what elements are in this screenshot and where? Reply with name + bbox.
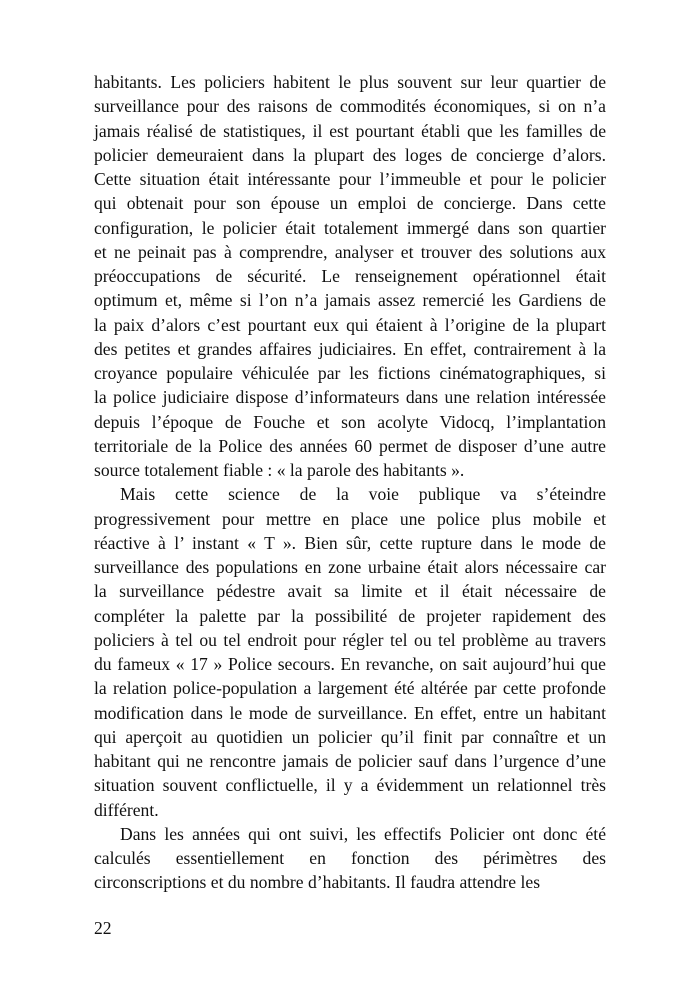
text-line: préoccupations de sécurité. Le renseignement opérationnel était [94, 266, 606, 286]
text-line: et ne peinait pas à comprendre, analyser et trouver des solutions aux [94, 241, 606, 262]
text-line: policiers à tel ou tel endroit pour régler tel ou tel problème au travers [94, 629, 606, 650]
text-line: la relation police-population a largement été altérée par cette profonde [94, 678, 606, 699]
text-line: Dans les années qui ont suivi, les effectifs Policier ont donc été [120, 823, 606, 844]
text-line: calculés essentiellement en fonction des périmètres des [94, 848, 606, 868]
page-number: 22 [94, 918, 112, 938]
text-line: qui obtenait pour son épouse un emploi de concierge. Dans cette [94, 193, 606, 214]
text-line: qui aperçoit au quotidien un policier qu’il finit par connaître et un [94, 726, 606, 747]
text-line: surveillance pour des raisons de commodités économiques, si on n’a [94, 96, 606, 117]
text-line: différent. [94, 799, 159, 820]
text-line: modification dans le mode de surveillance. En effet, entre un habitant [94, 702, 606, 723]
text-line: depuis l’époque de Fouche et son acolyte Vidocq, l’implantation [94, 411, 606, 432]
text-line: réactive à l’ instant « T ». Bien sûr, cette rupture dans le mode de [94, 532, 606, 553]
text-line: territoriale de la Police des années 60 permet de disposer d’une autre [94, 435, 606, 456]
text-line: policier demeuraient dans la plupart des loges de concierge d’alors. [94, 144, 606, 165]
text-line: jamais réalisé de statistiques, il est pourtant établi que les familles de [94, 120, 606, 141]
text-line: habitant qui ne rencontre jamais de policier sauf dans l’urgence d’une [94, 751, 606, 771]
text-line: habitants. Les policiers habitent le plus souvent sur leur quartier de [94, 72, 606, 92]
text-line: source totalement fiable : « la parole des habitants ». [94, 460, 465, 480]
body-text [94, 70, 606, 895]
text-line: Cette situation était intéressante pour l’immeuble et pour le policier [94, 169, 606, 189]
text-line: du fameux « 17 » Police secours. En revanche, on sait aujourd’hui que [94, 654, 606, 674]
text-line: des petites et grandes affaires judiciaires. En effet, contrairement à la [94, 338, 606, 359]
text-line: Mais cette science de la voie publique va s’éteindre [120, 484, 606, 505]
text-line: croyance populaire véhiculée par les fictions cinématographiques, si [94, 363, 606, 383]
text-line: compléter la palette par la possibilité de projeter rapidement des [94, 605, 606, 626]
text-line: progressivement pour mettre en place une police plus mobile et [94, 508, 606, 529]
text-line: la police judiciaire dispose d’informateurs dans une relation intéressée [94, 387, 606, 408]
text-line: configuration, le policier était totalement immergé dans son quartier [94, 217, 606, 238]
text-line: surveillance des populations en zone urbaine était alors nécessaire car [94, 557, 606, 577]
text-line: la paix d’alors c’est pourtant eux qui étaient à l’origine de la plupart [94, 314, 606, 335]
text-line: la surveillance pédestre avait sa limite et il était nécessaire de [94, 581, 606, 602]
text-line: optimum et, même si l’on n’a jamais assez remercié les Gardiens de [94, 290, 606, 311]
text-line: circonscriptions et du nombre d’habitants. Il faudra attendre les [94, 872, 541, 893]
text-line: situation souvent conflictuelle, il y a évidemment un relationnel très [94, 775, 606, 796]
